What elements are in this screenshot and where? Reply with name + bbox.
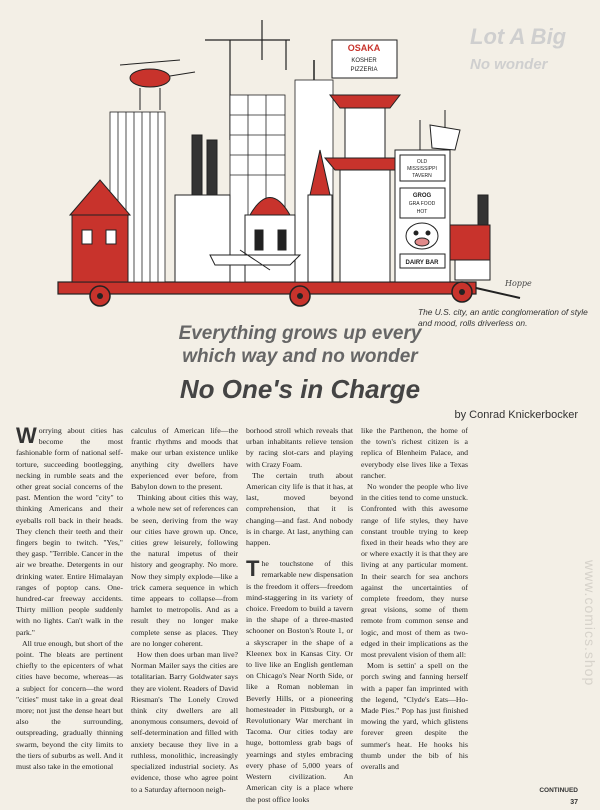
illustrator-signature: Hoppe [505, 279, 532, 288]
bleed-from-facing-page [470, 20, 600, 100]
sign-tavern-2: MISSISSIPPI [407, 166, 437, 172]
sign-grog-1: GROG [412, 193, 432, 199]
paragraph: How then does urban man live? Norman Mailer says the cities are totalitarian. Barry Goldwater says they are violent. Readers of David Riesman's The Lonely Crowd think city dwellers are all anonymous consumers, devoid of self-determination and filled with anxiety because they live in a ruthless, monolithic, increasingly specialized industrial society. As evidence, those who agree point to a Saturday afternoon neigh- [131, 650, 238, 794]
bleed-line-1: Lot A Big [470, 24, 567, 49]
sign-tavern-3: TAVERN [412, 173, 432, 179]
paragraph: like the Parthenon, the home of the town's richest citizen is a replica of Blenheim Palace, and everybody else lives like a Texas rancher. [361, 426, 468, 480]
cow-head [406, 223, 438, 249]
paragraph: Thinking about cities this way, a whole new set of references can be seen, deriving from the way our cities have grown up. Once, cities grew leisurely, following the natural impetus of their history and geography. No more. Now they simply explode—like a trick camera sequence in which time appears to collapse—from hamlet to metropolis. And as a result they no longer make complete sense as places. They are no longer coherent. [131, 493, 238, 648]
headline-kicker-line-2: which way and no wonder [182, 346, 418, 367]
paragraph: The touchstone of this remarkable new dispensation is the freedom it offers—freedom mind-staggering in its variety of choice. Freedom to build a tavern in the shape of a three-masted schooner on Boston's Route 1, or a skyscraper in the shape of a Kleenex box in Kansas City. Or to live like an English gentleman on Chicago's Near North Side, or like a Roman nobleman in Beverly Hills, or a pioneering homesteader in Pittsburgh, or a Revolutionary War merchant in Tacoma. Our cities today are huge, bottomless grab bags of yearnings and styles embracing every phase of 5,000 years of Western civilization. An American city is a place where the post office looks [246, 556, 353, 804]
sign-grog-3: HOT [416, 209, 428, 215]
paragraph: No wonder the people who live in the cities tend to come unstuck. Confronted with this awesome range of life styles, they have constant trouble trying to keep fixed in their heads who they are or where exactly it is that they are living at any particular moment. In their search for sea anchors against the uncertainties of complete freedom, they nurse great visions, some of them remote from common sense and logic, and most of them as two-edged in their implications as the most prevalent vision of them all: [361, 482, 468, 660]
article-title: No One's in Charge [179, 374, 421, 404]
bleed-line-2: No wonder [470, 56, 548, 73]
column-4 [361, 425, 468, 777]
watermark: www.comics.shop [582, 560, 598, 687]
paragraph: Mom is settin' a spell on the porch swing and fanning herself with a paper fan imprinted with the legend, "Clyde's Eats—Ho-Made Pies." Pop has just finished mowing the yard, which glistens forever green despite the summer's heat. He hooks his thumb under the bib of his overalls and [361, 661, 468, 772]
illustration-caption: The U.S. city, an antic conglomeration of style and mood, rolls driverless on. [418, 307, 588, 328]
continued-label: CONTINUED [539, 787, 578, 794]
column-2 [131, 425, 238, 794]
headline-kicker-line-1: Everything grows up every [178, 323, 422, 344]
paragraph: All true enough, but short of the point. The bleats are pertinent chiefly to the epicenters of what cities have become, whereas—as a subject for concern—the word "cities" must take in a great deal more; not just the dense heart but also the surrounding, outspreading, gradually thinning swarm, beyond the city limits to the tiers of suburbs as well. And it must also take in the emotional [16, 638, 123, 772]
page-footer [539, 785, 578, 809]
paragraph: The certain truth about American city life is that it has, at last, moved beyond comprehension, that it is changing—and fast. And nobody is in charge. At last, anything can happen. [246, 470, 353, 548]
sign-grog-2: GRA FOOD [408, 201, 436, 207]
sign-osaka: OSAKA [347, 43, 381, 53]
pagoda [325, 40, 405, 282]
domed-building [245, 198, 295, 283]
page-number: 37 [570, 799, 578, 806]
paragraph: borhood stroll which reveals that urban inhabitants relieve tension by racing slot-cars and playing with Crazy Foam. [246, 426, 353, 469]
steam-engine [450, 195, 490, 280]
drop-cap: T [246, 556, 260, 582]
schooner-masts [420, 110, 460, 150]
column-1 [16, 425, 123, 777]
sign-kosher: KOSHER [351, 58, 377, 64]
headline [0, 322, 600, 406]
sign-tavern-1: OLD [416, 159, 428, 165]
wagon-tongue [476, 288, 520, 298]
drop-cap: W [16, 423, 37, 448]
wagon-bed [58, 282, 476, 294]
paragraph: calculus of American life—the frantic rhythms and moods that make our urban existence unlike anything city dwellers have experienced ever before, from Babylon down to the present. [131, 426, 238, 492]
sign-dairy-bar: DAIRY BAR [405, 260, 439, 266]
column-3 [246, 425, 353, 804]
byline: by Conrad Knickerbocker [454, 409, 578, 421]
sign-pizzeria: PIZZERIA [350, 67, 378, 73]
helicopter [120, 60, 195, 110]
paragraph: Worrying about cities has become the most fashionable form of national self-torture, succeeding bootlegging, necking in rumble seats and the other great social concerns of the past. Mention the word "city" to thinking Americans and their eyeballs roll back in their heads. They clench their teeth and their fingers begin to twitch. "Yes," they gasp. "Terrible. Cancer in the air we breathe. Detergents in our drinking water. Entire Himalayan ranges of poptop cans. One-hundred-car freeway accidents. Thirty million people suddenly with no lights. Can't walk in the park." [16, 423, 123, 637]
